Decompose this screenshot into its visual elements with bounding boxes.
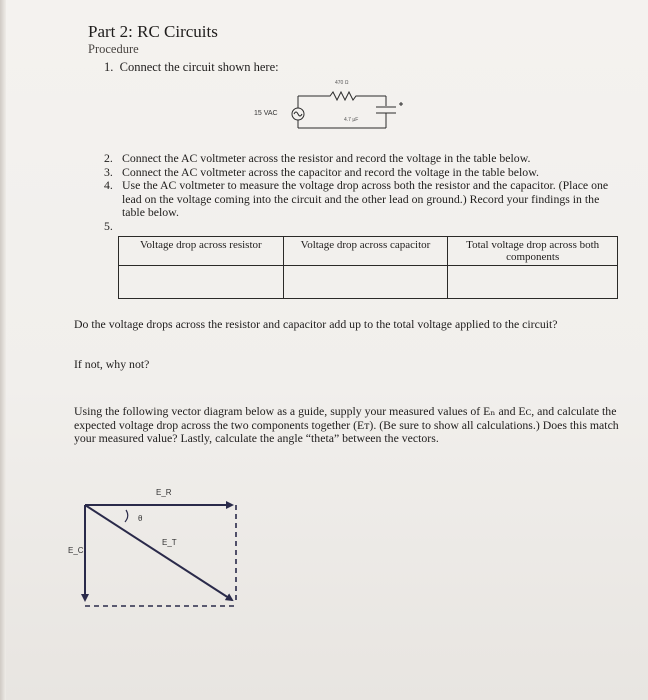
et-label: E_T — [162, 538, 177, 547]
step-text: Connect the AC voltmeter across the resistor and record the voltage in the table below. — [122, 151, 531, 165]
step-number: 3. — [104, 164, 113, 179]
section-heading: Procedure — [88, 42, 139, 56]
source-label: 15 VAC — [254, 110, 278, 117]
theta-arc — [125, 510, 128, 522]
capacitor-label: 4.7 µF — [344, 117, 359, 123]
step-number: 5. — [104, 218, 113, 233]
theta-label: θ — [138, 514, 143, 523]
step-number: 4. — [104, 178, 113, 193]
step-number: 2. — [104, 151, 113, 165]
header-resistor: Voltage drop across resistor — [119, 237, 284, 266]
page-title: Part 2: RC Circuits — [88, 22, 218, 41]
step-text: Use the AC voltmeter to measure the voltage drop across both the resistor and the capacitor. (Place one lead on the voltage coming into the circuit and the other lead on ground.) Record your findings in the table below. — [122, 178, 609, 220]
header-total: Total voltage drop across both components — [448, 237, 618, 266]
if-not-question: If not, why not? — [74, 357, 150, 371]
resistor-label: 470 Ω — [335, 80, 349, 86]
ec-label: E_C — [68, 546, 84, 555]
step-text: Connect the AC voltmeter across the capacitor and record the voltage in the table below. — [122, 164, 539, 179]
step-number: 1. — [104, 60, 114, 74]
et-vector — [85, 505, 232, 600]
er-label: E_R — [156, 488, 172, 497]
vector-instructions: Using the following vector diagram below as a guide, supply your measured values of Eₙ and Eᴄ, and calculate the expected voltage drop across the two components together (Eᴛ). (Be sure to show all calculations.) Does this match your measured value? Lastly, calculate the angle “theta” between the vectors. — [74, 404, 619, 446]
step-text: Connect the circuit shown here: — [119, 60, 279, 74]
header-capacitor: Voltage drop across capacitor — [283, 237, 448, 266]
sum-question: Do the voltage drops across the resistor and capacitor add up to the total voltage applied to the circuit? — [74, 317, 558, 331]
